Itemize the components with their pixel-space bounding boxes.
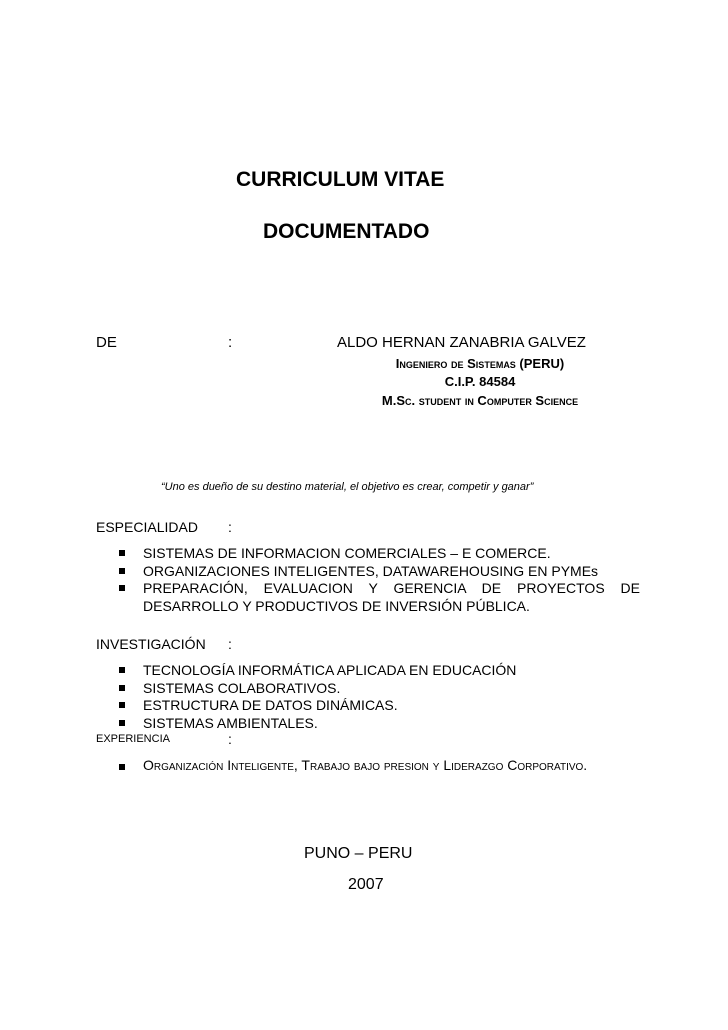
especialidad-colon: : [228, 519, 232, 535]
list-item: TECNOLOGÍA INFORMÁTICA APLICADA EN EDUCACIÓN [143, 662, 640, 680]
author-degree: M.Sc. student in Computer Science [381, 393, 579, 408]
author-credentials [330, 354, 630, 411]
bullet-icon [119, 667, 125, 673]
author-name: ALDO HERNAN ZANABRIA GALVEZ [337, 334, 586, 351]
bullet-icon [119, 702, 125, 708]
bullet-icon [119, 720, 125, 726]
author-cip: C.I.P. 84584 [444, 374, 516, 389]
list-item: SISTEMAS DE INFORMACION COMERCIALES – E COMERCE. [143, 545, 640, 563]
investigacion-label: INVESTIGACIÓN [96, 636, 206, 652]
investigacion-list [143, 662, 640, 732]
footer-year: 2007 [348, 876, 384, 893]
title-line-2: DOCUMENTADO [263, 220, 430, 243]
author-title: Ingeniero de Sistemas (PERU) [395, 356, 565, 371]
bullet-icon [119, 568, 125, 574]
experiencia-label: EXPERIENCIA [96, 733, 170, 745]
experiencia-colon: : [228, 731, 232, 747]
especialidad-list [143, 545, 640, 615]
list-item: SISTEMAS AMBIENTALES. [143, 715, 640, 733]
bullet-icon [119, 585, 125, 591]
bullet-icon [119, 685, 125, 691]
title-line-1: CURRICULUM VITAE [236, 168, 445, 191]
investigacion-colon: : [228, 636, 232, 652]
list-item: ESTRUCTURA DE DATOS DINÁMICAS. [143, 697, 640, 715]
experiencia-list [143, 757, 640, 775]
list-item: Organización Inteligente, Trabajo bajo presion y Liderazgo Corporativo. [143, 757, 640, 775]
list-item: SISTEMAS COLABORATIVOS. [143, 680, 640, 698]
bullet-icon [119, 764, 125, 770]
list-item: ORGANIZACIONES INTELIGENTES, DATAWAREHOUSING EN PYMEs [143, 563, 640, 581]
motto-quote: “Uno es dueño de su destino material, el objetivo es crear, competir y ganar” [161, 481, 534, 493]
de-colon: : [228, 334, 233, 351]
list-item: PREPARACIÓN, EVALUACION Y GERENCIA DE PROYECTOS DE DESARROLLO Y PRODUCTIVOS DE INVERSIÓN PÚBLICA. [143, 580, 640, 615]
bullet-icon [119, 550, 125, 556]
especialidad-label: ESPECIALIDAD [96, 519, 198, 535]
footer-place: PUNO – PERU [304, 845, 413, 862]
de-label: DE [96, 334, 117, 351]
